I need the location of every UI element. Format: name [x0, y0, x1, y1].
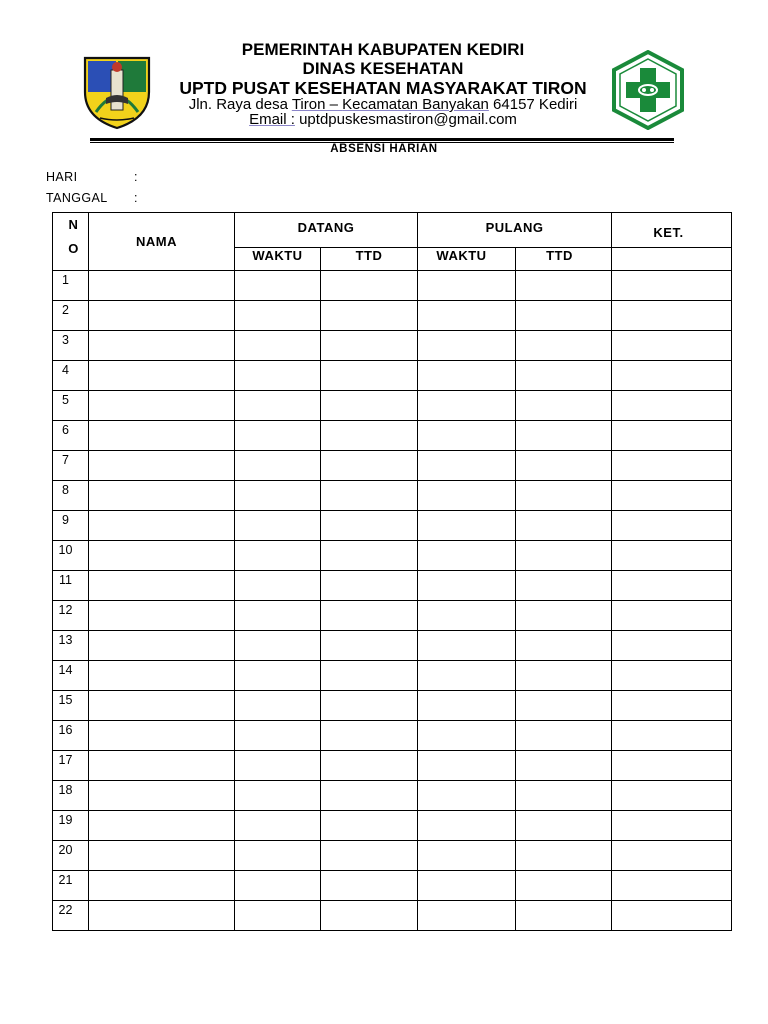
cell-ket	[612, 511, 732, 541]
cell-ket	[612, 901, 732, 931]
field-tanggal-colon: :	[134, 191, 138, 205]
col-header-no-line2: O	[68, 241, 79, 256]
cell-datang-ttd	[321, 271, 418, 301]
table-row	[53, 571, 732, 601]
cell-pulang-waktu	[418, 451, 516, 481]
col-header-ket-blank	[612, 248, 732, 271]
cell-datang-ttd	[321, 631, 418, 661]
col-header-datang-waktu: WAKTU	[235, 248, 321, 271]
col-header-nama: NAMA	[89, 213, 235, 271]
cell-pulang-waktu	[418, 481, 516, 511]
cell-datang-waktu	[235, 691, 321, 721]
letterhead-rule	[90, 138, 674, 141]
cell-ket	[612, 271, 732, 301]
row-number-cell	[53, 301, 89, 331]
row-number: 17	[58, 753, 73, 767]
row-number-cell	[53, 421, 89, 451]
cell-ket	[612, 661, 732, 691]
cell-datang-ttd	[321, 781, 418, 811]
row-number-cell	[53, 511, 89, 541]
table-row	[53, 691, 732, 721]
field-tanggal	[46, 191, 138, 205]
cell-datang-ttd	[321, 691, 418, 721]
cell-pulang-waktu	[418, 601, 516, 631]
cell-datang-ttd	[321, 721, 418, 751]
cell-datang-ttd	[321, 361, 418, 391]
cell-pulang-waktu	[418, 571, 516, 601]
cell-pulang-waktu	[418, 751, 516, 781]
cell-datang-waktu	[235, 271, 321, 301]
cell-pulang-waktu	[418, 691, 516, 721]
cell-pulang-waktu	[418, 871, 516, 901]
cell-ket	[612, 601, 732, 631]
table-row	[53, 451, 732, 481]
cell-pulang-ttd	[516, 331, 612, 361]
cell-pulang-ttd	[516, 361, 612, 391]
table-row	[53, 361, 732, 391]
table-row	[53, 811, 732, 841]
cell-datang-ttd	[321, 481, 418, 511]
letterhead	[0, 0, 768, 150]
cell-datang-waktu	[235, 451, 321, 481]
cell-ket	[612, 451, 732, 481]
row-number-cell	[53, 691, 89, 721]
field-tanggal-label: TANGGAL	[46, 191, 108, 205]
cell-pulang-ttd	[516, 421, 612, 451]
cell-ket	[612, 631, 732, 661]
cell-nama	[89, 361, 235, 391]
cell-pulang-waktu	[418, 331, 516, 361]
cell-ket	[612, 571, 732, 601]
row-number-cell	[53, 361, 89, 391]
row-number: 7	[62, 453, 69, 467]
cell-nama	[89, 901, 235, 931]
table-row	[53, 601, 732, 631]
cell-pulang-ttd	[516, 631, 612, 661]
cell-datang-waktu	[235, 751, 321, 781]
cell-ket	[612, 721, 732, 751]
row-number: 21	[58, 873, 73, 887]
cell-ket	[612, 361, 732, 391]
table-row	[53, 841, 732, 871]
row-number: 22	[58, 903, 73, 917]
address-dash: –	[325, 96, 343, 113]
cell-datang-ttd	[321, 511, 418, 541]
cell-datang-waktu	[235, 721, 321, 751]
col-header-pulang: PULANG	[418, 213, 612, 248]
cell-pulang-ttd	[516, 481, 612, 511]
cell-pulang-ttd	[516, 721, 612, 751]
cell-datang-ttd	[321, 451, 418, 481]
cell-nama	[89, 871, 235, 901]
table-row	[53, 751, 732, 781]
row-number-cell	[53, 271, 89, 301]
cell-nama	[89, 391, 235, 421]
row-number: 2	[62, 303, 69, 317]
row-number-cell	[53, 391, 89, 421]
cell-nama	[89, 271, 235, 301]
document-title: ABSENSI HARIAN	[330, 143, 438, 155]
cell-pulang-ttd	[516, 871, 612, 901]
cell-nama	[89, 481, 235, 511]
row-number-cell	[53, 871, 89, 901]
table-row	[53, 661, 732, 691]
cell-nama	[89, 661, 235, 691]
cell-datang-ttd	[321, 391, 418, 421]
row-number: 3	[62, 333, 69, 347]
cell-pulang-ttd	[516, 601, 612, 631]
row-number-cell	[53, 661, 89, 691]
cell-ket	[612, 301, 732, 331]
cell-pulang-ttd	[516, 901, 612, 931]
row-number-cell	[53, 451, 89, 481]
row-number: 10	[58, 543, 73, 557]
row-number-cell	[53, 601, 89, 631]
row-number-cell	[53, 331, 89, 361]
table-row	[53, 481, 732, 511]
row-number-cell	[53, 781, 89, 811]
cell-datang-waktu	[235, 661, 321, 691]
cell-datang-ttd	[321, 421, 418, 451]
cell-pulang-ttd	[516, 781, 612, 811]
row-number: 11	[59, 573, 72, 587]
cell-pulang-waktu	[418, 631, 516, 661]
cell-nama	[89, 751, 235, 781]
cell-datang-ttd	[321, 301, 418, 331]
cell-pulang-ttd	[516, 391, 612, 421]
cell-ket	[612, 841, 732, 871]
table-row	[53, 511, 732, 541]
cell-nama	[89, 721, 235, 751]
table-row	[53, 871, 732, 901]
cell-ket	[612, 811, 732, 841]
cell-nama	[89, 421, 235, 451]
cell-nama	[89, 601, 235, 631]
row-number: 4	[62, 363, 69, 377]
row-number-cell	[53, 841, 89, 871]
row-number: 15	[58, 693, 73, 707]
col-header-datang-ttd: TTD	[321, 248, 418, 271]
header-unit-line: UPTD PUSAT KESEHATAN MASYARAKAT TIRON	[179, 78, 587, 98]
cell-datang-waktu	[235, 421, 321, 451]
cell-datang-waktu	[235, 481, 321, 511]
row-number-cell	[53, 721, 89, 751]
cell-ket	[612, 751, 732, 781]
cell-ket	[612, 481, 732, 511]
row-number: 13	[58, 633, 73, 647]
cell-nama	[89, 571, 235, 601]
cell-datang-waktu	[235, 871, 321, 901]
row-number: 20	[58, 843, 73, 857]
cell-pulang-ttd	[516, 301, 612, 331]
cell-datang-waktu	[235, 601, 321, 631]
row-number-cell	[53, 541, 89, 571]
kabupaten-kediri-crest-logo	[82, 52, 152, 130]
cell-pulang-ttd	[516, 571, 612, 601]
cell-datang-ttd	[321, 751, 418, 781]
table-row	[53, 631, 732, 661]
cell-pulang-waktu	[418, 901, 516, 931]
attendance-table	[52, 212, 732, 931]
puskesmas-cross-logo	[610, 50, 686, 130]
cell-datang-ttd	[321, 541, 418, 571]
table-row	[53, 541, 732, 571]
address-district: Kecamatan Banyakan	[342, 96, 489, 113]
cell-pulang-ttd	[516, 451, 612, 481]
cell-datang-waktu	[235, 571, 321, 601]
cell-pulang-waktu	[418, 841, 516, 871]
row-number: 5	[62, 393, 69, 407]
address-suffix: 64157 Kediri	[488, 96, 578, 113]
cell-datang-ttd	[321, 901, 418, 931]
table-row	[53, 301, 732, 331]
row-number: 19	[58, 813, 73, 827]
cell-nama	[89, 811, 235, 841]
table-row	[53, 781, 732, 811]
cell-pulang-waktu	[418, 781, 516, 811]
cell-datang-waktu	[235, 511, 321, 541]
cell-pulang-waktu	[418, 661, 516, 691]
table-row	[53, 901, 732, 931]
address-village: Tiron	[291, 96, 326, 113]
cell-nama	[89, 511, 235, 541]
col-header-pulang-waktu: WAKTU	[418, 248, 516, 271]
field-hari	[46, 170, 138, 184]
cell-ket	[612, 871, 732, 901]
cell-datang-ttd	[321, 601, 418, 631]
cell-datang-waktu	[235, 841, 321, 871]
header-government-line: PEMERINTAH KABUPATEN KEDIRI	[241, 40, 525, 59]
cell-datang-waktu	[235, 901, 321, 931]
cell-datang-waktu	[235, 331, 321, 361]
cell-nama	[89, 301, 235, 331]
cell-ket	[612, 391, 732, 421]
cell-nama	[89, 841, 235, 871]
cell-pulang-ttd	[516, 751, 612, 781]
cell-datang-waktu	[235, 811, 321, 841]
cell-datang-ttd	[321, 661, 418, 691]
cell-pulang-ttd	[516, 271, 612, 301]
cell-datang-ttd	[321, 571, 418, 601]
row-number-cell	[53, 901, 89, 931]
email-value: uptdpuskesmastiron@gmail.com	[294, 111, 517, 128]
row-number-cell	[53, 571, 89, 601]
col-header-no-line1: N	[68, 217, 79, 232]
cell-pulang-waktu	[418, 301, 516, 331]
cell-pulang-waktu	[418, 511, 516, 541]
cell-pulang-waktu	[418, 811, 516, 841]
row-number: 8	[62, 483, 69, 497]
table-row	[53, 271, 732, 301]
cell-datang-waktu	[235, 781, 321, 811]
cell-datang-waktu	[235, 361, 321, 391]
cell-datang-ttd	[321, 841, 418, 871]
cell-datang-waktu	[235, 391, 321, 421]
field-hari-colon: :	[134, 170, 138, 184]
cell-pulang-ttd	[516, 691, 612, 721]
col-header-datang: DATANG	[235, 213, 418, 248]
row-number-cell	[53, 481, 89, 511]
cell-pulang-waktu	[418, 391, 516, 421]
col-header-no	[53, 213, 89, 271]
cell-datang-waktu	[235, 631, 321, 661]
attendance-rows	[53, 271, 732, 931]
cell-datang-ttd	[321, 871, 418, 901]
row-number: 12	[58, 603, 73, 617]
header-email-line	[160, 111, 606, 128]
field-hari-label: HARI	[46, 170, 78, 184]
cell-nama	[89, 781, 235, 811]
cell-nama	[89, 331, 235, 361]
cell-ket	[612, 331, 732, 361]
row-number-cell	[53, 811, 89, 841]
cell-nama	[89, 631, 235, 661]
row-number: 14	[58, 663, 73, 677]
cell-pulang-ttd	[516, 541, 612, 571]
row-number-cell	[53, 751, 89, 781]
table-row	[53, 391, 732, 421]
table-row	[53, 421, 732, 451]
row-number: 16	[58, 723, 73, 737]
cell-pulang-waktu	[418, 361, 516, 391]
table-row	[53, 331, 732, 361]
cell-datang-ttd	[321, 811, 418, 841]
row-number: 1	[62, 273, 69, 287]
email-label: Email :	[249, 111, 295, 128]
table-row	[53, 721, 732, 751]
cell-ket	[612, 691, 732, 721]
row-number: 6	[62, 423, 69, 437]
cell-pulang-waktu	[418, 271, 516, 301]
cell-datang-ttd	[321, 331, 418, 361]
cell-nama	[89, 541, 235, 571]
cell-pulang-waktu	[418, 421, 516, 451]
cell-pulang-waktu	[418, 721, 516, 751]
row-number-cell	[53, 631, 89, 661]
cell-datang-waktu	[235, 541, 321, 571]
cell-nama	[89, 691, 235, 721]
cell-datang-waktu	[235, 301, 321, 331]
cell-ket	[612, 541, 732, 571]
cell-pulang-ttd	[516, 661, 612, 691]
header-department-line: DINAS KESEHATAN	[302, 59, 464, 78]
cell-ket	[612, 421, 732, 451]
cell-ket	[612, 781, 732, 811]
col-header-pulang-ttd: TTD	[516, 248, 612, 271]
cell-pulang-ttd	[516, 811, 612, 841]
cell-pulang-ttd	[516, 511, 612, 541]
row-number: 9	[62, 513, 69, 527]
cell-pulang-waktu	[418, 541, 516, 571]
cell-nama	[89, 451, 235, 481]
col-header-ket: KET.	[612, 213, 732, 248]
address-prefix: Jln. Raya desa	[188, 96, 292, 113]
cell-pulang-ttd	[516, 841, 612, 871]
row-number: 18	[58, 783, 73, 797]
